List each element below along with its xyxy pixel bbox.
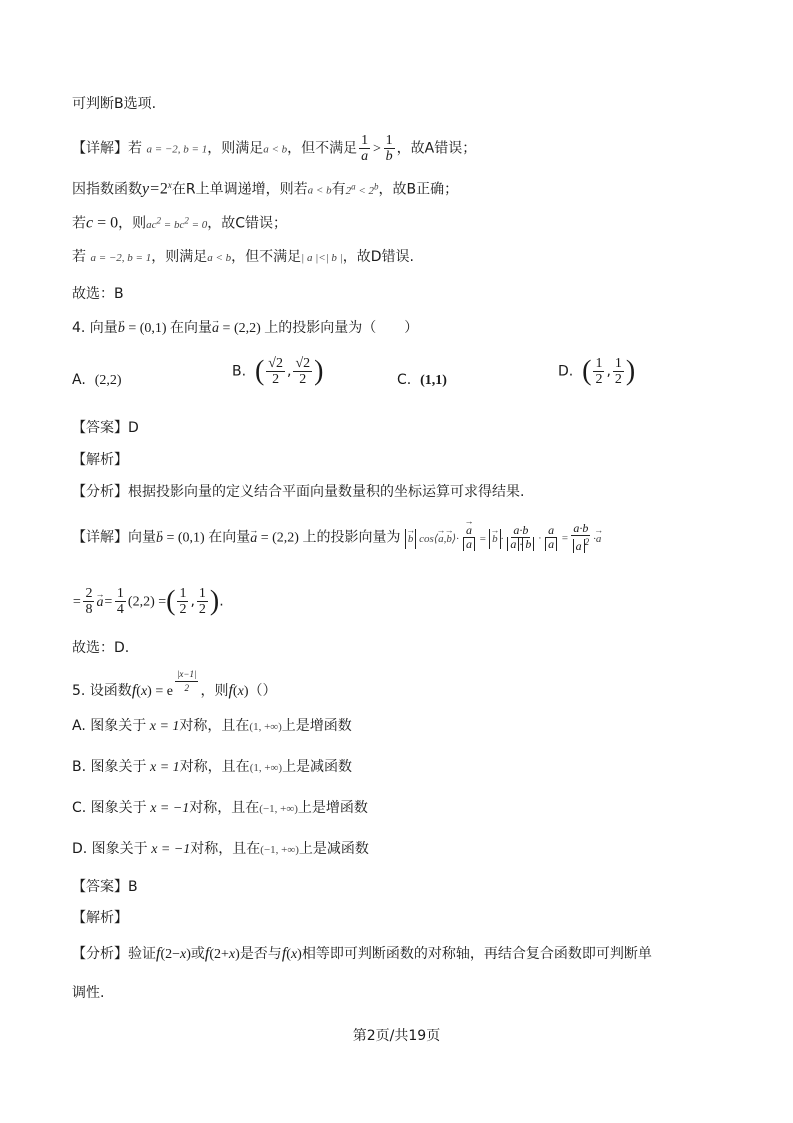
q4-choose: 故选：D. (72, 640, 130, 656)
q5-analysis-cont: 调性. (72, 985, 105, 1001)
text-line: 可判断B选项. (72, 96, 157, 112)
q5-analysis: 【分析】验证f(2−x)或f(2+x)是否与f(x)相等即可判断函数的对称轴，再结合复合函数即可判断单 (72, 945, 652, 962)
fraction: $\frac{1}{a}$ (361, 133, 369, 164)
fraction: $\frac{1}{b}$ (385, 133, 393, 164)
detail-line-d: 若 a = −2, b = 1，则满足a < b，但不满足| a |<| b |，故D错误. (72, 249, 414, 265)
math-formula: y (142, 180, 150, 198)
q4-options (72, 355, 722, 394)
page-footer: 第2页/共19页 (352, 1028, 441, 1044)
question-4: 4. 向量→ b = (0,1) 在向量→ a = (2,2) 上的投影向量为（ ） (72, 318, 418, 339)
choose-line: 故选：B (72, 286, 124, 302)
q4-answer: 【答案】D (72, 420, 139, 436)
q5-option-a: A. 图象关于 x = 1对称，且在(1, +∞)上是增函数 (72, 718, 352, 734)
q5-option-c: C. 图象关于 x = −1对称，且在(−1, +∞)上是增函数 (72, 800, 368, 816)
q5-jiexi: 【解析】 (72, 910, 128, 926)
option-a: A. (2,2) (72, 372, 122, 388)
question-5: 5. 设函数f(x) = e $^{\frac{|x-1|}{2}}$ ，则f(x)（） (72, 669, 277, 700)
q4-jiexi: 【解析】 (72, 452, 128, 468)
q4-analysis: 【分析】根据投影向量的定义结合平面向量数量积的坐标运算可求得结果. (72, 484, 525, 500)
q5-option-b: B. 图象关于 x = 1对称，且在(1, +∞)上是减函数 (72, 759, 353, 775)
q4-detail-cont: = $\frac{2}{8}$ → a= $\frac{1}{4}$ (2,2) =( $\frac{1}{2}$ , $\frac{1}{2}$ ). (72, 586, 224, 617)
option-c: C. (1,1) (397, 372, 447, 388)
q4-detail: 【详解】向量→ b = (0,1) 在向量→ a = (2,2) 上的投影向量为 → b cos⟨→ a,→ b⟩· → $\frac{a}{a}$ = → b · $\frac{a\cdot b}{a \cdot b}$ · $\frac{a}{a}$ = $\frac{a\cdot b}{a ^2}$ ·→ a (72, 522, 601, 553)
detail-line-b: 因指数函数$y=2^x$在R上单调递增，则若a < b有$2^a < 2^b$，故B正确； (72, 180, 459, 198)
q5-option-d: D. 图象关于 x = −1对称，且在(−1, +∞)上是减函数 (72, 841, 369, 857)
option-d: D. ( $\frac{1}{2}$ , $\frac{1}{2}$ ) (558, 355, 636, 387)
detail-line-a: 【详解】若 a = −2, b = 1，则满足a < b，但不满足 $\frac{1}{a}$ > $\frac{1}{b}$ ，故A错误； (72, 133, 477, 164)
detail-line-c: 若c = 0，则$ac^2 = bc^2 = 0$，故C错误； (72, 214, 288, 232)
option-b: B. ( $\frac{√2}{2}$ , $\frac{√2}{2}$ ) (232, 355, 324, 387)
q5-answer: 【答案】B (72, 879, 138, 895)
